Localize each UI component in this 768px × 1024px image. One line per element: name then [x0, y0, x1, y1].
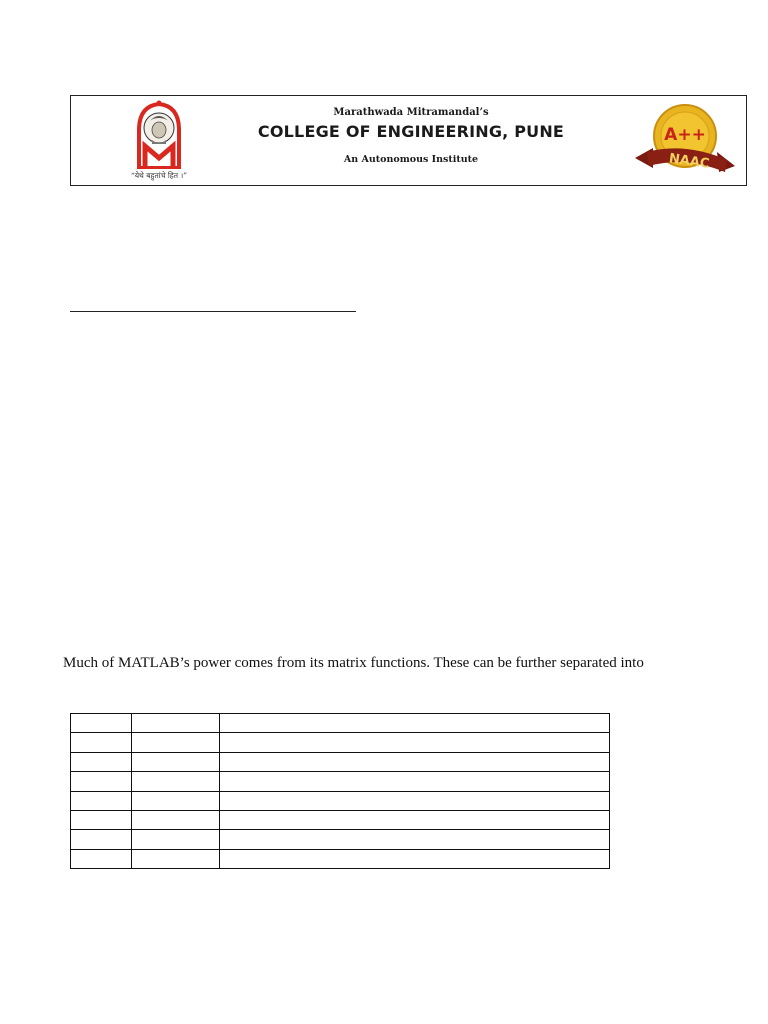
- table-cell: [220, 772, 610, 791]
- table-row: [71, 830, 610, 849]
- badge-label-text: NAAC: [667, 151, 711, 172]
- table-cell: [132, 772, 220, 791]
- functions-table-body: [71, 714, 610, 869]
- table-cell: [220, 714, 610, 733]
- badge-grade-text: A++: [664, 125, 706, 145]
- table-cell: [132, 810, 220, 829]
- table-cell: [132, 830, 220, 849]
- logo-motto: “येथे बहुतांचे हित ।”: [130, 171, 188, 180]
- table-row: [71, 752, 610, 771]
- table-cell: [71, 733, 132, 752]
- table-cell: [220, 752, 610, 771]
- table-row: [71, 849, 610, 868]
- table-cell: [71, 830, 132, 849]
- table-cell: [71, 772, 132, 791]
- table-cell: [71, 752, 132, 771]
- table-row: [71, 733, 610, 752]
- table-cell: [132, 714, 220, 733]
- body-paragraph: Much of MATLAB’s power comes from its matrix functions. These can be further separated into: [63, 655, 644, 671]
- functions-table: [70, 713, 610, 869]
- table-cell: [220, 849, 610, 868]
- table-cell: [71, 791, 132, 810]
- institution-subtitle: An Autonomous Institute: [343, 154, 479, 165]
- table-cell: [132, 849, 220, 868]
- letterhead-box: [70, 95, 747, 186]
- table-cell: [71, 714, 132, 733]
- table-row: [71, 810, 610, 829]
- table-cell: [132, 752, 220, 771]
- table-cell: [220, 810, 610, 829]
- table-cell: [220, 791, 610, 810]
- institution-name: COLLEGE OF ENGINEERING, PUNE: [257, 122, 565, 141]
- institution-parent-name: Marathwada Mitramandal’s: [333, 107, 489, 118]
- table-cell: [220, 733, 610, 752]
- table-cell: [71, 810, 132, 829]
- table-row: [71, 714, 610, 733]
- table-row: [71, 791, 610, 810]
- table-cell: [132, 733, 220, 752]
- table-cell: [132, 791, 220, 810]
- table-cell: [71, 849, 132, 868]
- naac-badge-emblem: [631, 102, 739, 182]
- institution-header: [241, 96, 581, 185]
- college-logo: [119, 100, 199, 184]
- table-cell: [220, 830, 610, 849]
- horizontal-rule: [70, 311, 356, 312]
- table-row: [71, 772, 610, 791]
- college-logo-emblem: [119, 100, 199, 172]
- naac-badge: [631, 102, 739, 182]
